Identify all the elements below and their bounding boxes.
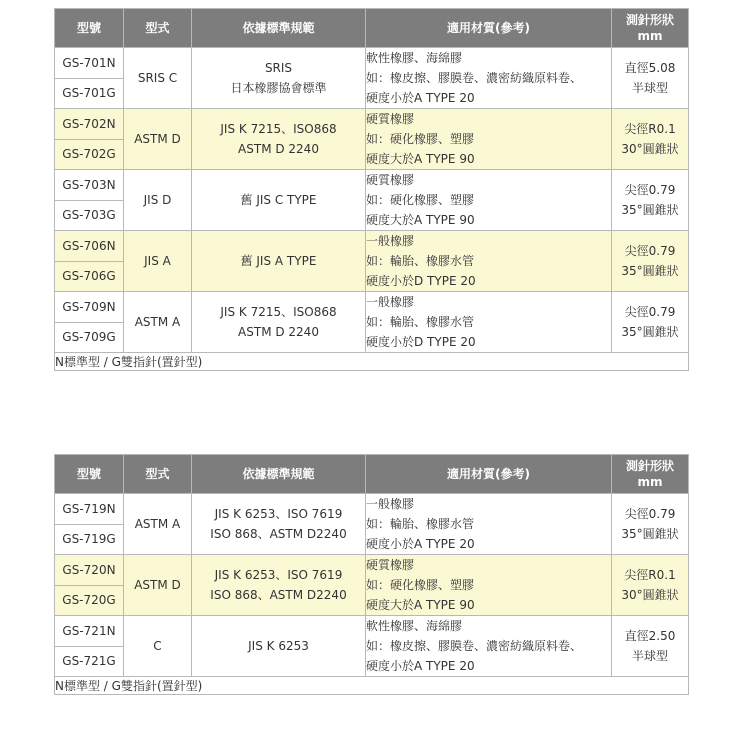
model-cell: GS-703G <box>55 200 124 231</box>
standard-cell <box>192 48 366 109</box>
type-cell: JIS A <box>124 231 192 292</box>
needle-cell <box>612 292 689 353</box>
spec-table-1 <box>54 8 689 371</box>
model-cell: GS-720N <box>55 555 124 586</box>
material-cell <box>366 494 612 555</box>
model-cell: GS-709N <box>55 292 124 323</box>
model-cell: GS-702G <box>55 139 124 170</box>
standard-cell <box>192 109 366 170</box>
needle-line: 30°圓錐狀 <box>621 142 679 156</box>
material-line: 硬度大於A TYPE 90 <box>366 152 475 166</box>
needle-cell <box>612 494 689 555</box>
table-row <box>55 494 689 525</box>
table-row <box>55 109 689 140</box>
standard-cell <box>192 494 366 555</box>
needle-line: 尖徑0.79 <box>624 305 676 319</box>
material-line: 硬質橡膠 <box>366 112 415 126</box>
header-type-label: 型式 <box>145 467 170 481</box>
table-row <box>55 555 689 586</box>
spec-table-2 <box>54 454 689 695</box>
material-line: 硬度小於D TYPE 20 <box>366 335 476 349</box>
needle-cell <box>612 109 689 170</box>
material-line: 硬度小於A TYPE 20 <box>366 659 475 673</box>
standard-line: ISO 868、ASTM D2240 <box>210 588 347 602</box>
material-line: 軟性橡膠、海綿膠 <box>366 51 463 65</box>
needle-line: 尖徑R0.1 <box>624 568 676 582</box>
model-cell: GS-706N <box>55 231 124 262</box>
material-line: 一般橡膠 <box>366 497 415 511</box>
material-cell <box>366 231 612 292</box>
needle-line: 尖徑0.79 <box>624 507 676 521</box>
type-cell: ASTM A <box>124 292 192 353</box>
needle-line: 30°圓錐狀 <box>621 588 679 602</box>
material-cell <box>366 48 612 109</box>
standard-line: JIS K 6253、ISO 7619 <box>214 568 343 582</box>
standard-line: JIS K 7215、ISO868 <box>220 305 337 319</box>
table-row <box>55 48 689 79</box>
header-type <box>124 455 192 494</box>
table-note: N標準型 / G雙指針(置針型) <box>55 677 689 695</box>
model-cell: GS-706G <box>55 261 124 292</box>
header-unit: mm <box>637 29 663 43</box>
header-standard-label: 依據標準規範 <box>242 467 315 481</box>
note-row <box>55 677 689 695</box>
needle-line: 35°圓錐狀 <box>621 203 679 217</box>
header-standard <box>192 9 366 48</box>
model-cell: GS-721G <box>55 646 124 677</box>
model-cell: GS-719G <box>55 524 124 555</box>
material-line: 硬度大於A TYPE 90 <box>366 213 475 227</box>
material-line: 軟性橡膠、海綿膠 <box>366 619 463 633</box>
material-line: 如：硬化橡膠、塑膠 <box>366 193 475 207</box>
material-line: 如：橡皮擦、膠膜卷、濃密紡織原料卷、 <box>366 639 583 653</box>
standard-line: 舊 JIS C TYPE <box>240 193 317 207</box>
standard-cell <box>192 555 366 616</box>
needle-line: 尖徑0.79 <box>624 244 676 258</box>
material-line: 如：輪胎、橡膠水管 <box>366 315 475 329</box>
material-cell <box>366 292 612 353</box>
material-cell <box>366 109 612 170</box>
standard-line: SRIS <box>264 61 293 75</box>
needle-cell <box>612 231 689 292</box>
standard-line: ASTM D 2240 <box>238 325 319 339</box>
header-material-label: 適用材質(參考) <box>447 21 530 35</box>
material-line: 硬度小於A TYPE 20 <box>366 537 475 551</box>
material-line: 如：輪胎、橡膠水管 <box>366 517 475 531</box>
header-type-label: 型式 <box>145 21 170 35</box>
header-model <box>55 9 124 48</box>
standard-line: JIS K 6253 <box>248 639 309 653</box>
note-row <box>55 353 689 371</box>
header-needle <box>612 9 689 48</box>
header-needle-label: 測針形狀 <box>625 459 674 473</box>
header-model-label: 型號 <box>76 467 101 481</box>
material-line: 硬質橡膠 <box>366 558 415 572</box>
header-needle <box>612 455 689 494</box>
needle-line: 直徑2.50 <box>624 629 676 643</box>
needle-line: 半球型 <box>631 649 668 663</box>
standard-line: JIS K 6253、ISO 7619 <box>214 507 343 521</box>
model-cell: GS-721N <box>55 616 124 647</box>
standard-line: 日本橡膠協會標準 <box>230 81 327 95</box>
material-line: 如：輪胎、橡膠水管 <box>366 254 475 268</box>
header-unit: mm <box>637 475 663 489</box>
header-model-label: 型號 <box>76 21 101 35</box>
type-cell: SRIS C <box>124 48 192 109</box>
type-cell: JIS D <box>124 170 192 231</box>
model-cell: GS-701G <box>55 78 124 109</box>
model-cell: GS-720G <box>55 585 124 616</box>
type-cell: ASTM D <box>124 555 192 616</box>
table-row <box>55 170 689 201</box>
material-line: 一般橡膠 <box>366 295 415 309</box>
material-line: 如：橡皮擦、膠膜卷、濃密紡織原料卷、 <box>366 71 583 85</box>
model-cell: GS-701N <box>55 48 124 79</box>
table-row <box>55 616 689 647</box>
needle-cell <box>612 48 689 109</box>
table-note: N標準型 / G雙指針(置針型) <box>55 353 689 371</box>
material-line: 如：硬化橡膠、塑膠 <box>366 132 475 146</box>
table-row <box>55 292 689 323</box>
needle-line: 尖徑R0.1 <box>624 122 676 136</box>
material-line: 一般橡膠 <box>366 234 415 248</box>
material-line: 硬度大於A TYPE 90 <box>366 598 475 612</box>
standard-line: ASTM D 2240 <box>238 142 319 156</box>
standard-line: 舊 JIS A TYPE <box>240 254 317 268</box>
material-line: 硬質橡膠 <box>366 173 415 187</box>
model-cell: GS-719N <box>55 494 124 525</box>
material-line: 如：硬化橡膠、塑膠 <box>366 578 475 592</box>
needle-line: 直徑5.08 <box>624 61 676 75</box>
type-cell: ASTM A <box>124 494 192 555</box>
needle-cell <box>612 616 689 677</box>
needle-line: 35°圓錐狀 <box>621 325 679 339</box>
standard-line: ISO 868、ASTM D2240 <box>210 527 347 541</box>
needle-cell <box>612 170 689 231</box>
material-cell <box>366 555 612 616</box>
standard-cell <box>192 170 366 231</box>
type-cell: C <box>124 616 192 677</box>
material-line: 硬度小於A TYPE 20 <box>366 91 475 105</box>
header-standard <box>192 455 366 494</box>
header-type <box>124 9 192 48</box>
material-line: 硬度小於D TYPE 20 <box>366 274 476 288</box>
header-standard-label: 依據標準規範 <box>242 21 315 35</box>
model-cell: GS-709G <box>55 322 124 353</box>
standard-cell <box>192 616 366 677</box>
model-cell: GS-702N <box>55 109 124 140</box>
header-material <box>366 9 612 48</box>
needle-line: 35°圓錐狀 <box>621 264 679 278</box>
standard-line: JIS K 7215、ISO868 <box>220 122 337 136</box>
header-needle-label: 測針形狀 <box>625 13 674 27</box>
material-cell <box>366 616 612 677</box>
header-material-label: 適用材質(參考) <box>447 467 530 481</box>
needle-line: 尖徑0.79 <box>624 183 676 197</box>
header-model <box>55 455 124 494</box>
header-material <box>366 455 612 494</box>
model-cell: GS-703N <box>55 170 124 201</box>
needle-line: 35°圓錐狀 <box>621 527 679 541</box>
material-cell <box>366 170 612 231</box>
needle-cell <box>612 555 689 616</box>
needle-line: 半球型 <box>631 81 668 95</box>
standard-cell <box>192 231 366 292</box>
standard-cell <box>192 292 366 353</box>
type-cell: ASTM D <box>124 109 192 170</box>
table-row <box>55 231 689 262</box>
